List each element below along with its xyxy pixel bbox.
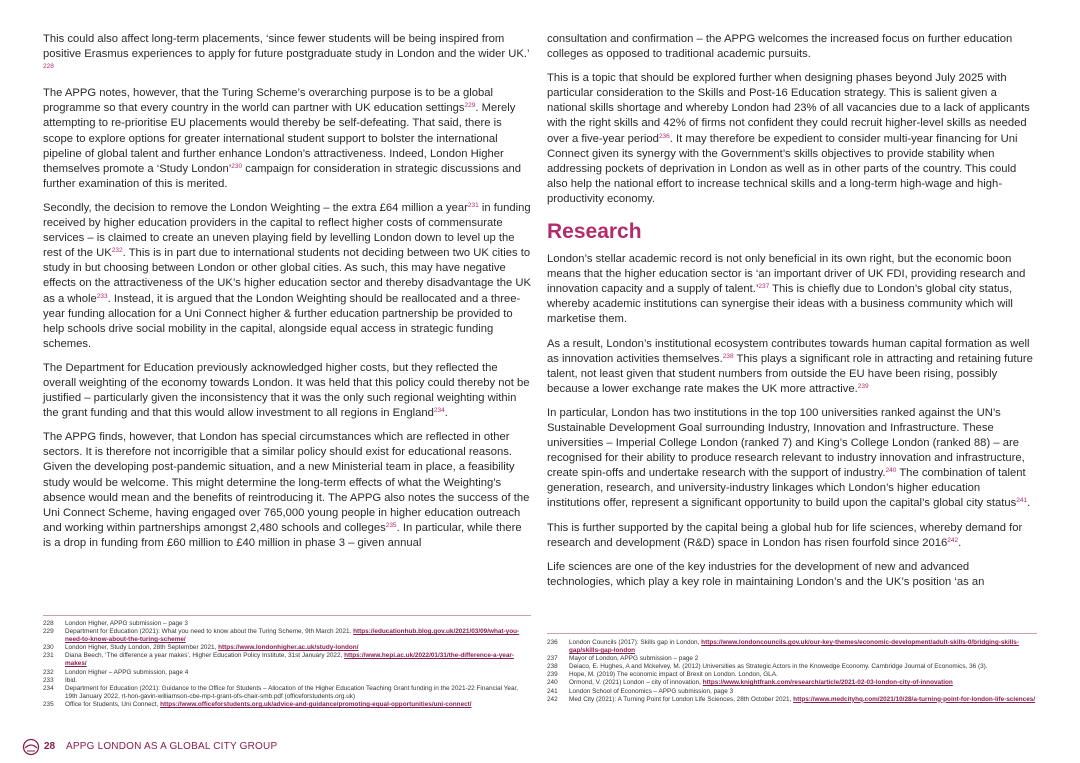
body-paragraph [547, 406, 1035, 512]
text-run: This plays a significant role in attracting and retaining future talent, not least given that student numbers from outside the EU have been rising, possibly because a lower exchange rate makes the UK more attractive. [547, 352, 1033, 395]
footnote-number: 240 [547, 679, 558, 687]
body-paragraph [43, 32, 531, 77]
body-paragraph [43, 430, 531, 551]
footnote-number: 235 [43, 700, 54, 708]
footnote-number: 237 [547, 655, 558, 663]
text-run: . It may therefore be expedient to consider multi-year financing for Uni Connect given its synergy with the Government’s skills objectives to provide stability when addressing pockets of deprivation in London as well as in other parts of the country. This could also help the national effort to increase technical skills and a long-term high-wage and high-productivity economy. [547, 132, 1018, 205]
footnote-ref[interactable]: 242 [947, 536, 959, 544]
body-paragraph [43, 86, 531, 192]
footnote-rule-right [547, 633, 1037, 634]
footnote-number: 229 [43, 628, 54, 636]
body-paragraph [547, 252, 1035, 327]
footnote-item [547, 688, 1039, 696]
text-run: London Higher – APPG submission, page 4 [65, 668, 189, 676]
footnote-link[interactable]: https://www.londoncouncils.gov.uk/our-key-themes/economic-development/adult-skills-0/bridging-skills-gap/skills-gap-london [569, 639, 1019, 655]
footnote-ref[interactable]: 230 [231, 162, 243, 170]
body-paragraph [547, 521, 1035, 551]
footnote-ref[interactable]: 239 [857, 382, 869, 390]
footnote-ref[interactable]: 232 [111, 247, 123, 255]
text-run: London Higher, APPG submission – page 3 [65, 620, 188, 627]
text-run: Hope, M. (2019) The economic impact of Brexit on London. London, GLA. [569, 671, 778, 679]
footnote-link[interactable]: https://educationhub.blog.gov.uk/2021/03/09/what-you-need-to-know-about-the-turing-scheme/ [65, 628, 520, 644]
footnote-number: 239 [547, 671, 558, 679]
body-paragraph [43, 201, 531, 352]
text-run: Life sciences are one of the key industries for the development of new and advanced technologies, which play a key role in maintaining London’s and the UK’s position ‘as an [547, 560, 985, 588]
footnote-ref[interactable]: 228 [43, 63, 54, 71]
footnote-item [43, 685, 529, 701]
text-run: This is a topic that should be explored further when designing phases beyond July 2025 with particular consideration to the Skills and Post-16 Education strategy. This is salient given a national skills shortage and whereby London had 23% of all vacancies due to a lack of applicants with the right skills and 42% of firms not confident they could recruit higher-level skills as needed over a five-year period [547, 72, 1030, 145]
text-run: London Higher, Study London, 28th September 2021, [65, 644, 219, 652]
footnote-number: 241 [547, 687, 558, 695]
footnote-number: 236 [547, 639, 558, 646]
text-run: The Department for Education previously acknowledged higher costs, but they reflected the overall weighting of the economy towards London. It was held that this policy could thereby not be justified – particularly given the inconsistency that it was the only such regional weighting within the grant funding and that this would allow investment to all regions in England [43, 361, 530, 420]
research-body [547, 252, 1035, 590]
body-paragraph [547, 71, 1035, 207]
footnote-item [547, 679, 1039, 687]
text-run: In particular, London has two institutions in the top 100 universities ranked against the UN’s Sustainable Development Goal surrounding Industry, Innovation and Infrastructure. These universities – Imperial College London (ranked 7) and King’s College London (ranked 88) – are recognised for their ability to produce research relevant to industry innovation and infrastructure, create spin-offs and undertake research with the support of industry. [547, 406, 1025, 480]
footnote-item [43, 669, 529, 677]
right-column [547, 32, 1035, 599]
footnotes-right [547, 639, 1039, 704]
text-run: . [958, 536, 962, 549]
text-run: . [1027, 497, 1031, 510]
footnote-ref[interactable]: 238 [722, 352, 734, 360]
footnote-item [43, 620, 529, 628]
text-run: Department for Education (2021): What you need to know about the Turing Scheme, 9th March 2021. [65, 628, 354, 636]
footnote-ref[interactable]: 237 [758, 283, 770, 291]
text-run: The combination of talent generation, research, and university-industry linkages which London’s higher education institutions offer, represent a significant opportunity to build upon the capital’s global city status [547, 467, 1026, 510]
appg-logo-icon [22, 738, 42, 756]
text-run: Secondly, the decision to remove the London Weighting – the extra £64 million a year [43, 201, 468, 214]
footnote-ref[interactable]: 236 [658, 132, 670, 140]
text-run: . [444, 407, 448, 420]
text-run: . This is in part due to international students not deciding between two UK cities to study in but choosing between London or other global cities. As such, this may have negative effects on the attractiveness of the UK’s higher education sector and thereby disadvantage the UK as a whole [43, 247, 532, 305]
body-paragraph [547, 32, 1035, 62]
text-run: The APPG notes, however, that the Turing Scheme’s overarching purpose is to be a global programme so that every country in the world can partner with UK education settings [43, 87, 494, 115]
footnote-item [43, 644, 529, 652]
footnote-item [547, 671, 1039, 679]
text-run: This is chiefly due to London’s global city status, whereby academic institutions can synergise their ideas with a business community which will marketise them. [547, 283, 1013, 326]
footnote-number: 233 [43, 676, 54, 684]
footnote-item [547, 663, 1039, 671]
footnote-ref[interactable]: 234 [433, 407, 445, 415]
text-run: campaign for consideration in strategic discussions and further examination of this is merited. [43, 162, 521, 190]
text-run: London School of Economics – APPG submission, page 3 [569, 687, 734, 695]
footnote-item [43, 628, 529, 644]
body-paragraph [547, 560, 1035, 590]
footnote-item [547, 696, 1039, 704]
text-run: Department for Education (2021): Guidance to the Office for Students – Allocation of the Higher Education Teaching Grant funding in the 2021-22 Financial Year, 19th January 2022, rt-hon-gavin-williamson-cbe-mp-t-grant-ofs-chair-smb.pdf (officeforstudents.org.uk) [65, 684, 519, 700]
footnote-rule-left [43, 615, 531, 616]
footnote-ref[interactable]: 240 [885, 467, 897, 475]
left-column [43, 32, 531, 560]
footnote-number: 242 [547, 695, 558, 703]
footnote-link[interactable]: https://www.londonhigher.ac.uk/study-london/ [218, 644, 359, 652]
footnote-item [43, 701, 529, 709]
footnote-ref[interactable]: 235 [385, 521, 397, 529]
footnote-number: 231 [43, 652, 54, 660]
text-run: London’s stellar academic record is not only beneficial in its own right, but the economic boon means that the higher education sector is ‘an important driver of UK FDI, providing research and innovation capacity and a supply of talent.’ [547, 253, 1026, 296]
research-heading: Research [547, 220, 642, 244]
footnote-number: 238 [547, 663, 558, 671]
text-run: consultation and confirmation – the APPG welcomes the increased focus on further education colleges as opposed to traditional academic pursuits. [547, 33, 1013, 61]
footnote-ref[interactable]: 233 [96, 292, 108, 300]
body-paragraph [43, 361, 531, 421]
right-column-intro [547, 32, 1035, 207]
page-number: 28 [44, 741, 56, 752]
footnote-link[interactable]: https://www.hepi.ac.uk/2022/01/31/the-difference-a-year-makes/ [65, 652, 514, 668]
text-run: . Merely attempting to re-prioritise EU placements would thereby be self-defeating. That said, there is scope to explore options for greater international student support to bolster the international pipeline of global talent and further enhance London’s attractiveness. Indeed, London Higher themselves promote a ‘Study London’ [43, 102, 516, 175]
footnotes-left [43, 620, 529, 709]
text-run: . Instead, it is argued that the London Weighting should be reallocated and a three-year funding allocation for a Uni Connect higher & further education partnership be provided to help schools drive social mobility in the capital, alongside equal access in strategic funding schemes. [43, 292, 521, 350]
footnote-number: 232 [43, 668, 54, 676]
footnote-link[interactable]: https://www.officeforstudents.org.uk/advice-and-guidance/promoting-equal-opportunities/uni-connect/ [160, 700, 472, 708]
text-run: Ormond, V. (2021) London – city of innovation, [569, 679, 703, 687]
footnote-ref[interactable]: 229 [464, 102, 476, 110]
footnote-number: 230 [43, 644, 54, 652]
footnote-link[interactable]: https://www.medcityhq.com/2021/10/28/a-turning-point-for-london-life-sciences/ [793, 695, 1036, 703]
footnote-link[interactable]: https://www.knightfrank.com/research/article/2021-02-03-london-city-of-innovation [702, 679, 953, 687]
text-run: in funding received by higher education providers in the capital to reflect higher costs of commensurate services – is claimed to create an uneven playing field by levelling London down to level up the rest of the UK [43, 201, 531, 260]
text-run: . In particular, while there is a drop in funding from £60 million to £40 million in phase 3 – given annual [43, 521, 522, 549]
footnote-number: 228 [43, 620, 54, 627]
footnote-item [547, 655, 1039, 663]
text-run: London Councils (2017): Skills gap in London, [569, 639, 702, 646]
text-run: Ibid. [65, 676, 78, 684]
text-run: This could also affect long-term placements, ‘since fewer students will be being inspired from positive Erasmus experiences to apply for future postgraduate study in London and the wider UK.’ [43, 33, 530, 61]
footnote-item [43, 677, 529, 685]
text-run: As a result, London’s institutional ecosystem contributes towards human capital formation as well as innovation activities themselves. [547, 337, 1030, 365]
text-run: Office for Students, Uni Connect, [65, 700, 161, 708]
page-footer [22, 738, 422, 756]
footnote-ref[interactable]: 241 [1016, 497, 1028, 505]
footnote-item [43, 652, 529, 668]
text-run: The APPG finds, however, that London has special circumstances which are reflected in other sectors. It is therefore not incorrigible that a similar policy should exist for educational reasons. Given the developing post-pandemic situation, and a new Ministerial team in place, a feasibility study would be welcome. This might determine the long-term effects of what the Weighting’s absence would mean and the benefits of reintroducing it. The APPG also notes the success of the Uni Connect Scheme, having engaged over 765,000 young people in higher education outreach and working within partnerships amongst 2,480 schools and colleges [43, 431, 530, 534]
text-run: Mayor of London, APPG submission – page 2 [569, 655, 699, 663]
text-run: Diana Beech, ‘The difference a year makes’, Higher Education Policy Institute, 31st January 2022, [65, 652, 345, 660]
text-run: Med City (2021): A Turning Point for London Life Sciences, 28th October 2021, [569, 695, 794, 703]
body-paragraph [547, 337, 1035, 397]
footer-title: APPG LONDON AS A GLOBAL CITY GROUP [66, 741, 278, 752]
footnote-number: 234 [43, 684, 54, 692]
footnote-item [547, 639, 1039, 655]
text-run: Deiaco, E. Hughes, A and Mckelvey, M. (2012) Universities as Strategic Actors in the Knowedge Economy. Cambridge Journal of Economics, 36 (3). [569, 663, 988, 671]
text-run: This is further supported by the capital being a global hub for life sciences, whereby demand for research and development (R&D) space in London has risen fourfold since 2016 [547, 521, 1023, 549]
footnote-ref[interactable]: 231 [467, 201, 479, 209]
